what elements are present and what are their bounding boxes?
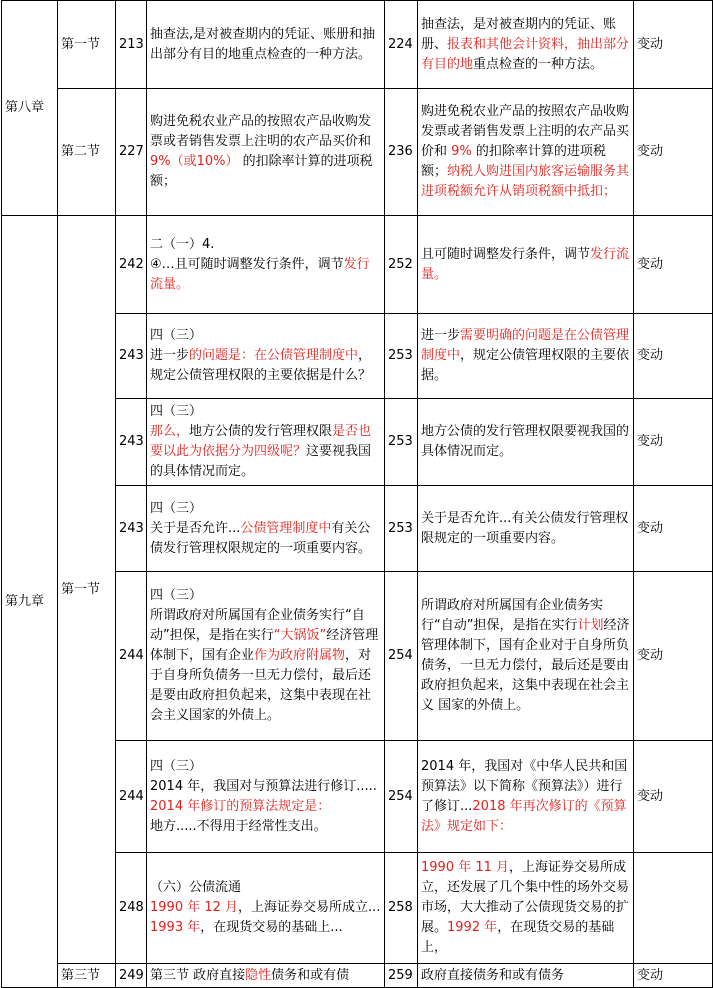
new-page-cell: 253 (385, 486, 418, 572)
new-page-cell: 224 (385, 1, 418, 89)
chapter-cell: 第八章 (2, 1, 58, 216)
text-segment: 这要视我国的具体情况而定。 (150, 444, 372, 479)
section-cell: 第一节 (58, 216, 116, 964)
text-segment: 有关公债发行管理权限规定的一项重要内容。 (150, 520, 372, 556)
changed-text: 报表和其他会计资料，抽出部分有目的地 (421, 36, 630, 72)
text-segment: 第三节 政府直接 (150, 967, 246, 983)
text-segment: 经济管理体制下，国有企业 (150, 628, 379, 663)
change-cell: 变动 (634, 399, 713, 486)
changed-text: 发行流量。 (150, 256, 370, 292)
old-page-cell: 248 (116, 853, 147, 964)
old-text-cell (147, 572, 385, 741)
text-segment: ，规定公债管理权限的主要依据是什么？ (150, 348, 372, 383)
text-segment: 抽查法,是对被查期内的凭证、账册和抽出部分有目的地重点检查的一种方法。 (150, 26, 376, 62)
table-row (2, 1, 713, 89)
textbook-changes-table (1, 0, 713, 988)
text-segment: 购进免税农业产品的按照农产品收购发票或者销售发票上注明的农产品买价和 (150, 114, 372, 149)
text-segment: 且可随时调整发行条件，调节 (421, 246, 591, 262)
change-cell: 变动 (634, 89, 713, 216)
changed-text: 是否也要以此为依据分为四级呢？ (150, 424, 372, 459)
old-page-cell: 244 (116, 741, 147, 853)
new-page-cell: 253 (385, 399, 418, 486)
old-page-cell: 243 (116, 486, 147, 572)
changed-text: 1992 年 (447, 920, 498, 935)
change-cell: 变动 (634, 486, 713, 572)
old-text-cell (147, 1, 385, 89)
old-text-cell (147, 89, 385, 216)
new-page-cell: 258 (385, 853, 418, 964)
text-segment: ，在现货交易的基础上， (421, 920, 615, 955)
old-page-cell: 227 (116, 89, 147, 216)
section-cell: 第二节 (58, 89, 116, 216)
table-row (2, 216, 713, 314)
changed-text: 纳税人购进国内旅客运输服务其进项税额允许从销项税额中抵扣； (421, 164, 630, 199)
new-text-cell (418, 314, 634, 399)
chapter-cell: 第九章 (2, 216, 58, 988)
text-segment: 关于是否允许...有关公债发行管理权限规定的一项重要内容。 (421, 510, 629, 546)
old-text-cell (147, 399, 385, 486)
text-segment: 地方公债的发行管理权限要视我国的具体情况而定。 (421, 424, 630, 459)
changed-text: 2014 年修订的预算法规定是： (150, 798, 331, 814)
changed-text: 1990 年 11 月 (421, 860, 510, 875)
old-page-cell: 242 (116, 216, 147, 314)
new-page-cell: 253 (385, 314, 418, 399)
new-page-cell: 254 (385, 741, 418, 853)
new-text-cell (418, 741, 634, 853)
text-segment: 的扣除率计算的进项税额； (421, 144, 606, 179)
changed-text: 9% (451, 144, 472, 159)
text-segment: 地方公债的发行管理权限 (189, 424, 333, 439)
old-page-cell: 243 (116, 399, 147, 486)
changed-text: 隐性 (245, 967, 272, 983)
text-segment: ，在现货交易的基础上... (200, 920, 343, 935)
section-cell: 第三节 (58, 964, 116, 988)
change-cell: 变动 (634, 741, 713, 853)
new-page-cell: 252 (385, 216, 418, 314)
old-text-cell (147, 741, 385, 853)
changed-text: 发行流量。 (421, 246, 630, 282)
change-cell (634, 853, 713, 964)
new-text-cell (418, 964, 634, 988)
new-page-cell: 259 (385, 964, 418, 988)
text-segment: ，规定公债管理权限的主要依据。 (421, 348, 630, 383)
change-cell: 变动 (634, 964, 713, 988)
old-page-cell: 244 (116, 572, 147, 741)
old-text-cell (147, 216, 385, 314)
new-text-cell (418, 572, 634, 741)
old-text-cell (147, 964, 385, 988)
changed-text: 作为政府附属物 (254, 648, 346, 663)
changed-text: 需要明确的问题是在公债管理制度中 (421, 328, 630, 363)
old-page-cell: 249 (116, 964, 147, 988)
text-segment: 四（三） 所谓政府对所属国有企业债务实行“自动”担保，是指在实行 (150, 588, 365, 643)
changed-text: 公债管理制度中 (240, 520, 332, 536)
text-segment: 所谓政府对所属国有企业债务实行“自动”担保，是指在实行 (421, 598, 604, 633)
change-cell: 变动 (634, 314, 713, 399)
changed-text: “大锅饭” (273, 628, 327, 643)
text-segment: 四（三） (150, 404, 203, 419)
text-segment: 四（三） 2014 年，我国对与预算法进行修订..... (150, 758, 377, 794)
new-page-cell: 254 (385, 572, 418, 741)
changed-text: 1993 年 (150, 920, 201, 935)
changed-text: 那么， (150, 424, 190, 439)
text-segment: （六）公债流通 (150, 880, 242, 895)
old-text-cell (147, 314, 385, 399)
text-segment: 重点检查的一种方法。 (473, 56, 604, 72)
text-segment: ，上海证券交易所成立，还发展了几个集中性的场外交易市场，大大推动了公债现货交易的扩展。 (421, 860, 630, 935)
text-segment: 经济管理体制下，国有企业对于自身所负债务，一旦无力偿付，最后还是要由政府担负起来，这集中表现在社会主义 国家的外债上。 (421, 618, 630, 713)
text-segment: 四（三） 进一步 (150, 328, 203, 363)
table-row (2, 964, 713, 988)
changed-text: 计划 (577, 618, 604, 633)
new-text-cell (418, 1, 634, 89)
change-cell: 变动 (634, 1, 713, 89)
new-text-cell (418, 399, 634, 486)
new-page-cell: 236 (385, 89, 418, 216)
changed-text: 1990 年 12 月 (150, 900, 239, 915)
new-text-cell (418, 853, 634, 964)
text-segment: 政府直接债务和或有债务 (421, 967, 565, 983)
text-segment: 四（三） 关于是否允许... (150, 500, 241, 536)
new-text-cell (418, 89, 634, 216)
text-segment: 进一步 (421, 328, 461, 343)
changed-text: 9%（或10%） (150, 154, 239, 169)
old-page-cell: 243 (116, 314, 147, 399)
new-text-cell (418, 486, 634, 572)
text-segment: 二（一）4. ④…且可随时调整发行条件，调节 (150, 236, 344, 272)
change-cell: 变动 (634, 216, 713, 314)
old-page-cell: 213 (116, 1, 147, 89)
old-text-cell (147, 486, 385, 572)
section-cell: 第一节 (58, 1, 116, 89)
changed-text: 2018 年再次修订的《预算法》规定如下： (421, 798, 627, 834)
text-segment: ，对于自身所负债务一旦无力偿付，最后还是要由政府担负起来，这集中表现在社会主义国家的外债上。 (150, 648, 372, 723)
text-segment: 债务和或有债 (271, 967, 350, 983)
text-segment: 地方.....不得用于经常性支出。 (150, 818, 327, 834)
text-segment: ，上海证券交易所成立... (238, 900, 381, 915)
text-segment: 抽查法，是对被查期内的凭证、账册、 (421, 16, 617, 52)
change-cell: 变动 (634, 572, 713, 741)
text-segment: 购进免税农业产品的按照农产品收购发票或者销售发票上注明的农产品买价和 (421, 104, 630, 159)
text-segment: 2014 年，我国对《中华人民共和国预算法》以下简称《预算法》）进行了修订... (421, 758, 628, 814)
changed-text: 的问题是：在公债管理制度中 (189, 348, 359, 363)
text-segment: 的扣除率计算的进项税额； (150, 154, 373, 189)
table-row (2, 89, 713, 216)
new-text-cell (418, 216, 634, 314)
old-text-cell (147, 853, 385, 964)
